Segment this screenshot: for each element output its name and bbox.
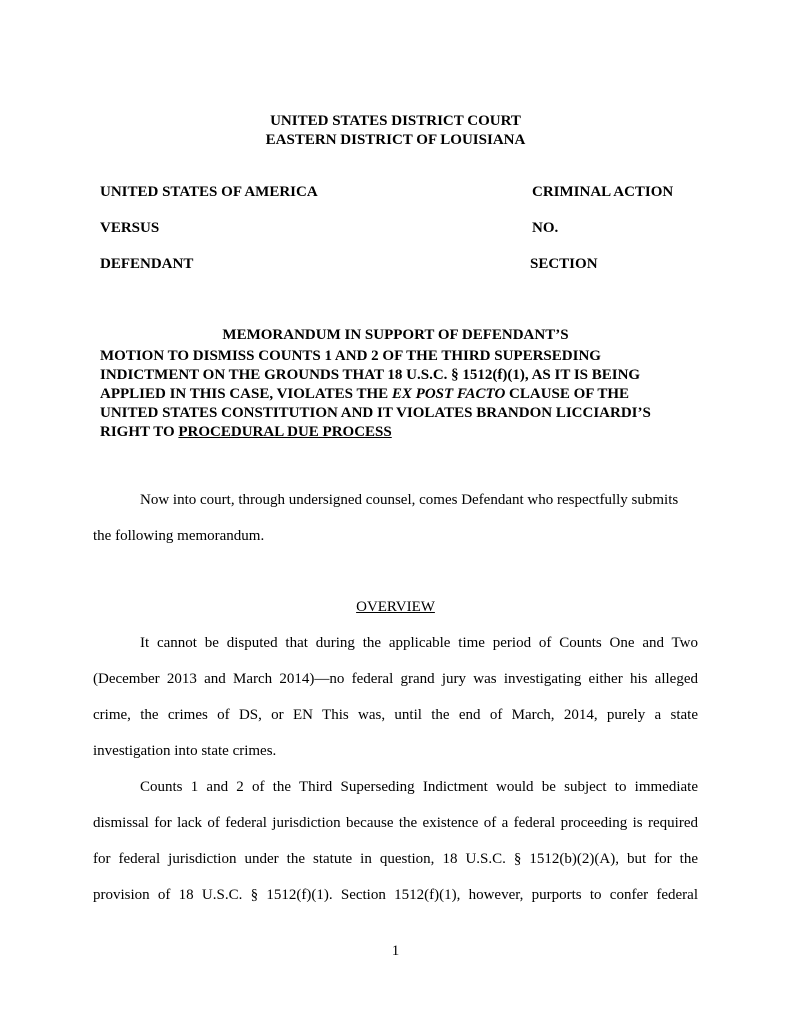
overview-heading-wrap bbox=[0, 599, 791, 616]
caption-defendant: DEFENDANT bbox=[100, 256, 194, 272]
intro-paragraph bbox=[93, 482, 698, 554]
procedural-due-process: PROCEDURAL DUE PROCESS bbox=[178, 424, 392, 440]
paragraph-line: for federal jurisdiction under the statute in question, 18 U.S.C. § 1512(b)(2)(A), but for the bbox=[93, 851, 698, 867]
caption-criminal-action: CRIMINAL ACTION bbox=[532, 184, 674, 200]
paragraph-line: dismissal for lack of federal jurisdiction because the existence of a federal proceeding is required bbox=[93, 815, 698, 831]
intro-line-1: Now into court, through undersigned counsel, comes Defendant who respectfully submits bbox=[140, 492, 679, 508]
motion-line-5 bbox=[100, 423, 700, 442]
motion-title bbox=[100, 347, 700, 442]
caption-plaintiff: UNITED STATES OF AMERICA bbox=[100, 184, 318, 200]
ex-post-facto: EX POST FACTO bbox=[391, 386, 506, 402]
caption-versus: VERSUS bbox=[100, 220, 160, 236]
motion-line-2: INDICTMENT ON THE GROUNDS THAT 18 U.S.C. § 1512(f)(1), AS IT IS BEING bbox=[100, 367, 641, 383]
motion-line-4: UNITED STATES CONSTITUTION AND IT VIOLATES BRANDON LICCIARDI’S bbox=[100, 405, 651, 421]
overview-paragraph-2 bbox=[93, 769, 698, 913]
intro-line-2: the following memorandum. bbox=[93, 528, 265, 544]
caption-case-number: NO. bbox=[532, 220, 559, 236]
court-name: UNITED STATES DISTRICT COURT bbox=[270, 113, 521, 129]
overview-heading: OVERVIEW bbox=[356, 599, 435, 615]
paragraph-line: (December 2013 and March 2014)—no federal grand jury was investigating either his alleged bbox=[93, 671, 698, 687]
overview-paragraph-1 bbox=[93, 625, 698, 769]
motion-line-3-text: APPLIED IN THIS CASE, VIOLATES THE bbox=[100, 386, 392, 402]
paragraph-line: provision of 18 U.S.C. § 1512(f)(1). Section 1512(f)(1), however, purports to confer federal bbox=[93, 887, 698, 903]
paragraph-line: Counts 1 and 2 of the Third Superseding Indictment would be subject to immediate bbox=[140, 779, 698, 795]
page-number: 1 bbox=[391, 943, 400, 959]
motion-line-5-text: RIGHT TO bbox=[100, 424, 179, 440]
paragraph-line: crime, the crimes of DS, or EN This was, until the end of March, 2014, purely a state bbox=[93, 707, 698, 723]
court-district: EASTERN DISTRICT OF LOUISIANA bbox=[265, 132, 526, 148]
motion-line-1: MOTION TO DISMISS COUNTS 1 AND 2 OF THE THIRD SUPERSEDING bbox=[100, 348, 601, 364]
paragraph-line: investigation into state crimes. bbox=[93, 743, 277, 759]
motion-line-3-tail: CLAUSE OF THE bbox=[505, 386, 630, 402]
caption-section: SECTION bbox=[530, 256, 598, 272]
motion-line-3 bbox=[100, 385, 700, 404]
memo-title: MEMORANDUM IN SUPPORT OF DEFENDANT’S bbox=[222, 327, 569, 343]
paragraph-line: It cannot be disputed that during the applicable time period of Counts One and Two bbox=[140, 635, 698, 651]
